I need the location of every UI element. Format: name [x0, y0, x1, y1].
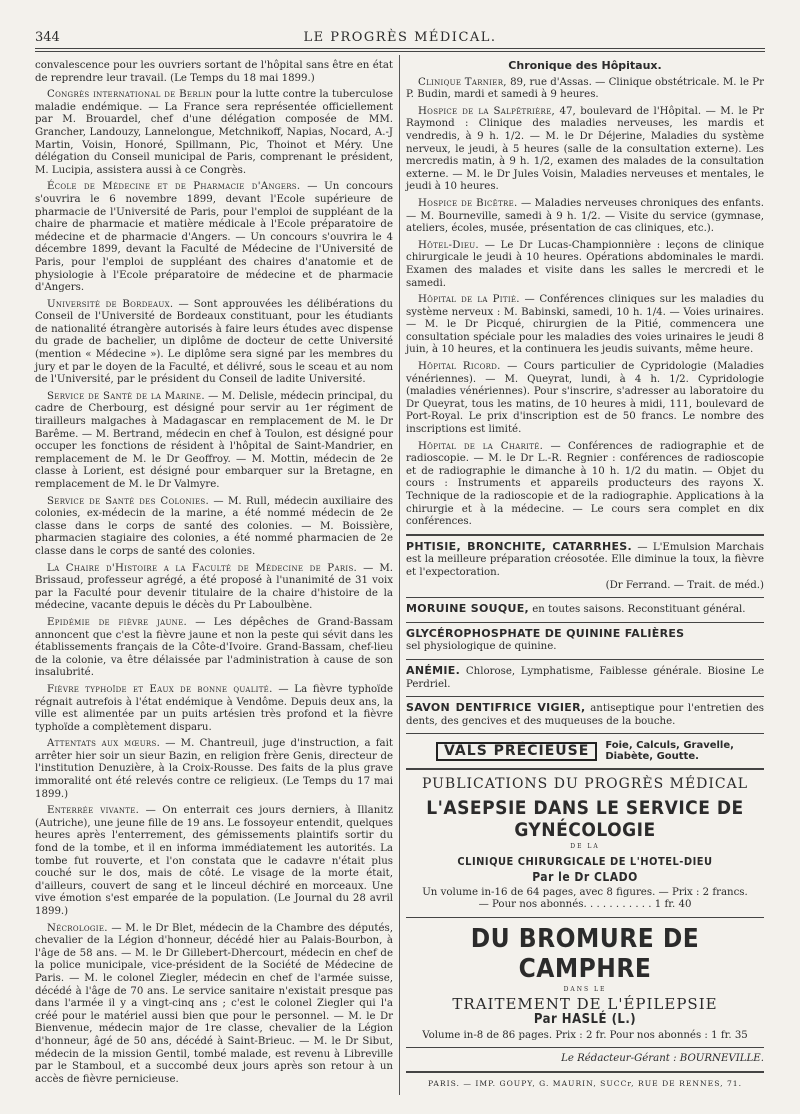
- right-column: [406, 60, 764, 1090]
- paragraph: [406, 294, 764, 357]
- column-divider: [399, 55, 400, 1095]
- book-subtitle: CLINIQUE CHIRURGICALE DE L'HOTEL-DIEU: [457, 854, 713, 868]
- paragraph-text: — M. le Dr Blet, médecin de la Chambre des députés, chevalier de la Légion d'honneur, décédé hier au Palais-Bourbon, à l'âge de 58 ans. — M. le Dr Gillebert-Dhercourt, médecin en chef de la police municipale, vice-président de la Société de Médecine de Paris. — M. le colonel Ziegler, médecin en chef de l'armée suisse, décédé à l'âge de 70 ans. Le service sanitaire n'existait presque pas dans l'armée il y a vingt-cinq ans ; c'est le colonel Ziegler qui l'a créé pour le matériel aussi bien que pour le personnel. — M. le Dr Bienvenue, médecin major de 1re classe, chevalier de la Légion d'honneur, âgé de 50 ans, décédé à Saint-Brieuc. — M. le Dr Sibut, médecin de la mission Gentil, tombé malade, est revenu à Libreville par le Stamboul, et a succombé deux jours après son retour à un accès de fièvre pernicieuse.: [35, 922, 393, 1085]
- paragraph-text: — M. Chantreuil, juge d'instruction, a fait arrêter hier soir un sieur Bazin, en religion frère Genis, directeur de l'institution Denuzière, à la Croix-Rousse. Des faits de la plus grave immoralité ont été relevés contre ce religieux. (Le Temps du 17 mai 1899.): [35, 738, 393, 800]
- paragraph-text: — M. Delisle, médecin principal, du cadre de Cherbourg, est désigné pour servir au 1er régiment de tirailleurs malgaches à Madagascar en remplacement de M. le Dr Barême. — M. Bertrand, médecin en chef à Toulon, est désigné pour occuper les fonctions de résident à l'hôpital de Saint-Mandrier, en remplacement de M. le Dr Geoffroy. — M. Mottin, médecin de 2e classe à Lorient, est désigné pour embarquer sur la Bretagne, en remplacement de M. le Dr Valmyre.: [35, 390, 393, 490]
- vals-logo: VALS PRÉCIEUSE: [436, 742, 597, 761]
- section-heading: Hôpital Ricord.: [418, 361, 501, 373]
- ad-citation: (Dr Ferrand. — Trait. de méd.): [605, 579, 764, 591]
- book-subscriber-price: — Pour nos abonnés. . . . . . . . . . . 1 fr. 40: [478, 899, 692, 911]
- left-column: [35, 60, 393, 1090]
- section-heading: Congrès international de Berlin: [47, 89, 213, 101]
- divider: [406, 917, 764, 918]
- ad-text: en toutes saisons. Reconstituant général.: [529, 604, 746, 616]
- divider: [406, 597, 764, 598]
- paragraph: [35, 299, 393, 387]
- paragraph-text: — Conférences cliniques sur les maladies du système nerveux : M. Babinski, samedi, 10 h. 1/4. — Voies urinaires. — M. le Dr Picqué, chirurgien de la Pitié, commencera une consultation spéciale pour les maladies des voies urinaires le jeudi 8 juin, à 10 heures, et la continuera les jeudis suivants, même heure.: [406, 294, 764, 356]
- page-header: [35, 30, 765, 48]
- chronicle-title: Chronique des Hôpitaux.: [508, 59, 662, 72]
- ad-anemie: [406, 665, 764, 691]
- ad-text: antiseptique pour l'entretien des dents, des gencives et des muqueuses de la bouche.: [406, 703, 764, 727]
- book-author: Par le Dr CLADO: [532, 870, 638, 885]
- paragraph-text: — Le Dr Lucas-Championnière : leçons de clinique chirurgicale le jeudi à 10 heures. Opérations abdominales le mardi. Examen des malades et visite dans les salles le mercredi et le samedi.: [406, 239, 764, 289]
- paragraph: [406, 106, 764, 194]
- ad-heading: MORUINE SOUQUE,: [406, 602, 530, 616]
- paragraph-text: — On enterrait ces jours derniers, à Illanitz (Autriche), une jeune fille de 19 ans. Le fossoyeur entendit, quelques heures après l'enterrement, des gémissements plaintifs sortir du fond de la tombe, et il en informa immédiatement les autorités. La tombe fut rouverte, et l'on constata que le cadavre n'était plus couché sur le dos, mais de côté. Le visage de la morte était, d'ailleurs, couvert de sang et le linceul déchiré en morceaux. Une vive émotion s'est emparée de la population. (Le Journal du 28 avril 1899.): [35, 805, 393, 917]
- ad-heading: GLYCÉROPHOSPHATE DE QUININE FALIÈRES: [406, 626, 685, 640]
- section-heading: Service de Santé des Colonies.: [47, 495, 210, 507]
- section-heading: Hospice de la Salpêtrière,: [418, 105, 556, 117]
- paragraph-text: pour la lutte contre la tuberculose maladie endémique. — La France sera représentée officiellement par M. Brouardel, chef d'une délégation composée de MM. Grancher, Landouzy, Lannelongue, Metchnikoff, Napias, Nocard, A.-J Martin, Voisin, Honoré, Spillmann, Pic, Thoinot et Méry. Une délégation du Conseil municipal de Paris, comprenant le président, M. Lucipia, assistera aussi à ce Congrès.: [35, 89, 393, 176]
- divider: [406, 696, 764, 697]
- section-heading: Hôtel-Dieu.: [418, 239, 479, 251]
- ad-text: — L'Emulsion Marchais est la meilleure préparation créosotée. Elle diminue la toux, la fièvre et l'expectoration.: [406, 541, 764, 578]
- ad-heading: ANÉMIE.: [406, 663, 461, 677]
- small-caption: DANS LE: [563, 985, 607, 993]
- section-heading: Service de Santé de la Marine.: [47, 390, 205, 402]
- book-title: DU BROMURE DE CAMPHRE: [470, 923, 700, 984]
- ad-text: Chlorose, Lymphatisme, Faiblesse générale. Biosine Le Perdriel.: [406, 665, 764, 690]
- printer-imprint: PARIS. — IMP. GOUPY, G. MAURIN, SUCCr, RUE DE RENNES, 71.: [427, 1078, 743, 1088]
- divider: [406, 768, 764, 770]
- paragraph-text: — Maladies nerveuses chroniques des enfants. — M. Bourneville, samedi à 9 h. 1/2. — Visite du service (gymnase, ateliers, écoles, musée, présentation de cas cliniques, etc.).: [406, 197, 764, 235]
- page-number: 344: [35, 30, 60, 45]
- paragraph-text: 89, rue d'Assas. — Clinique obstétricale. M. le Pr P. Budin, mardi et samedi à 9 heures.: [406, 76, 764, 101]
- paragraph: [35, 617, 393, 680]
- divider: [406, 622, 764, 623]
- paragraph: [406, 361, 764, 437]
- section-heading: École de Médecine et de Pharmacie d'Angers.: [47, 181, 301, 193]
- ad-glycerophosphate: [406, 628, 764, 654]
- section-heading: Université de Bordeaux.: [47, 298, 174, 310]
- paragraph: [406, 198, 764, 236]
- paragraph: [35, 563, 393, 613]
- section-heading: Nécrologie.: [47, 922, 108, 934]
- ad-moruine: [406, 603, 764, 617]
- divider: [406, 1071, 764, 1073]
- paragraph-text: — Cours particulier de Cypridologie (Maladies vénériennes). — M. Queyrat, lundi, à 4 h. 1/2. Cypridologie (maladies vénériennes). Pour s'inscrire, s'adresser au laboratoire du Dr Queyrat, tous les matins, de 10 heures à midi, 111, boulevard de Port-Royal. Le prix d'inscription est de 50 francs. Le nombre des inscriptions est limité.: [406, 361, 764, 436]
- paragraph: [35, 391, 393, 492]
- ad-vals: [406, 740, 764, 762]
- section-heading: Hospice de Bicêtre.: [418, 197, 518, 209]
- paragraph-text: 47, boulevard de l'Hôpital. — M. le Pr Raymond : Clinique des maladies nerveuses, les mardis et vendredis, à 9 h. 1/2. — M. le Dr Déjerine, Maladies du système nerveux, le jeudi, à 5 heures (salle de la consultation externe). Les mercredis matin, à 9 h. 1/2, examen des malades de la consultation externe. — M. le Dr Jules Voisin, Maladies nerveuses et mentales, le jeudi à 10 heures.: [406, 105, 764, 193]
- book-details: Un volume in-16 de 64 pages, avec 8 figures. — Prix : 2 francs.: [422, 886, 748, 898]
- journal-title: LE PROGRÈS MÉDICAL.: [303, 30, 497, 45]
- section-heading: Hôpital de la Charité.: [418, 440, 544, 452]
- book-title: L'ASEPSIE DANS LE SERVICE DE GYNÉCOLOGIE: [426, 796, 744, 841]
- ad-text: sel physiologique de quinine.: [406, 641, 557, 653]
- paragraph: [35, 89, 393, 177]
- paragraph: [406, 77, 764, 102]
- paragraph-text: — La fièvre typhoïde régnait autrefois à l'état endémique à Vendôme. Depuis deux ans, la ville est alimentée par un puits artésien très profond et la fièvre typhoïde a complètement disparu.: [35, 683, 393, 733]
- vals-line: Foie, Calculs, Gravelle,: [605, 740, 734, 752]
- paragraph: [35, 181, 393, 294]
- book-author: Par HASLÉ (L.): [533, 1012, 637, 1028]
- vals-indications: [605, 740, 734, 762]
- paragraph: [35, 805, 393, 918]
- section-heading: La Chaire d'Histoire a la Faculté de Médecine de Paris.: [47, 562, 358, 574]
- ad-heading: PHTISIE, BRONCHITE, CATARRHES.: [406, 539, 633, 553]
- ad-heading: SAVON DENTIFRICE VIGIER,: [406, 701, 586, 715]
- paragraph-text: — Les dépêches de Grand-Bassam annoncent que c'est la fièvre jaune et non la peste qui sévit dans les établissements français de la Côte-d'Ivoire. Grand-Bassam, chef-lieu de la colonie, va être délaissée par l'administration à cause de son insalubrité.: [35, 616, 394, 679]
- paragraph: [35, 684, 393, 734]
- book-details: Volume in-8 de 86 pages. Prix : 2 fr. Pour nos abonnés : 1 fr. 35: [422, 1029, 748, 1041]
- header-rule: [35, 48, 765, 52]
- publications-title: PUBLICATIONS DU PROGRÈS MÉDICAL: [421, 776, 749, 793]
- small-caption: DE LA: [570, 842, 600, 850]
- divider: [406, 733, 764, 734]
- divider: [406, 659, 764, 660]
- section-heading: Hôpital de la Pitié.: [418, 294, 520, 306]
- divider: [406, 534, 764, 536]
- paragraph-text: — Un concours s'ouvrira le 6 novembre 1899, devant l'Ecole supérieure de pharmacie de l'Université de Paris, pour l'emploi de suppléant de la chaire de pharmacie et matière médicale à l'Ecole préparatoire de médecine et de pharmacie d'Angers. — Un concours s'ouvrira le 4 décembre 1899, devant la Faculté de Médecine de l'Université de Paris, pour l'emploi de suppléant des chaires d'anatomie et de physiologie à l'Ecole préparatoire de médecine et de pharmacie d'Angers.: [35, 181, 393, 294]
- paragraph-text: — Sont approuvées les délibérations du Conseil de l'Université de Bordeaux constituant, pour les étudiants de nationalité étrangère autorisés à faire leurs études avec dispense du grade de bachelier, un diplôme de docteur de cette Université (mention « Médecine »). Le diplôme sera signé par les membres du jury et par le doyen de la Faculté, et délivré, sous le sceau et au nom de l'Université, par le président du Conseil de ladite Université.: [35, 298, 393, 386]
- advertisements: [406, 541, 764, 771]
- section-heading: Enterrée vivante.: [47, 805, 140, 817]
- section-heading: Attentats aux mœurs.: [47, 738, 161, 750]
- paragraph: [406, 441, 764, 529]
- section-heading: Clinique Tarnier,: [418, 76, 507, 88]
- paragraph-text: — Conférences de radiographie et de radioscopie. — M. le Dr L.-R. Regnier : conférences de radioscopie et de radiographie le dimanche à 10 h. 1/2 du matin. — Objet du cours : Instruments et appareils producteurs des rayons X. Technique de la radioscopie et de la radiographie. Applications à la chirurgie et à la médecine. — Le cours sera complet en dix conférences.: [406, 440, 764, 528]
- editor-signature: Le Rédacteur-Gérant : BOURNEVILLE.: [561, 1053, 764, 1065]
- paragraph: [35, 923, 393, 1087]
- paragraph-text: — M. Brissaud, professeur agrégé, a été proposé à l'unanimité de 31 voix par la Faculté pour devenir titulaire de la chaire d'histoire de la médecine, vacante depuis le décès du Pr Laboulbène.: [35, 562, 393, 612]
- book-subtitle: TRAITEMENT DE L'ÉPILEPSIE: [452, 995, 718, 1014]
- vals-line: Diabète, Goutte.: [605, 751, 699, 763]
- paragraph-text: — M. Rull, médecin auxiliaire des colonies, ex-médecin de la marine, a été nommé médecin de 2e classe dans le corps de santé des colonies. — M. Boissière, pharmacien stagiaire des colonies, a été nommé pharmacien de 2e classe dans le corps de santé des colonies.: [35, 495, 394, 557]
- paragraph: [35, 738, 393, 801]
- section-heading: Epidémie de fièvre jaune.: [47, 616, 188, 628]
- divider: [406, 1047, 764, 1048]
- ad-phtisie: [406, 541, 764, 592]
- paragraph: [406, 240, 764, 290]
- paragraph: [35, 496, 393, 559]
- section-heading: Fièvre typhoïde et Eaux de bonne qualité.: [47, 683, 273, 695]
- paragraph: convalescence pour les ouvriers sortant de l'hôpital sans être en état de reprendre leur travail. (Le Temps du 18 mai 1899.): [35, 60, 393, 84]
- ad-savon: [406, 702, 764, 728]
